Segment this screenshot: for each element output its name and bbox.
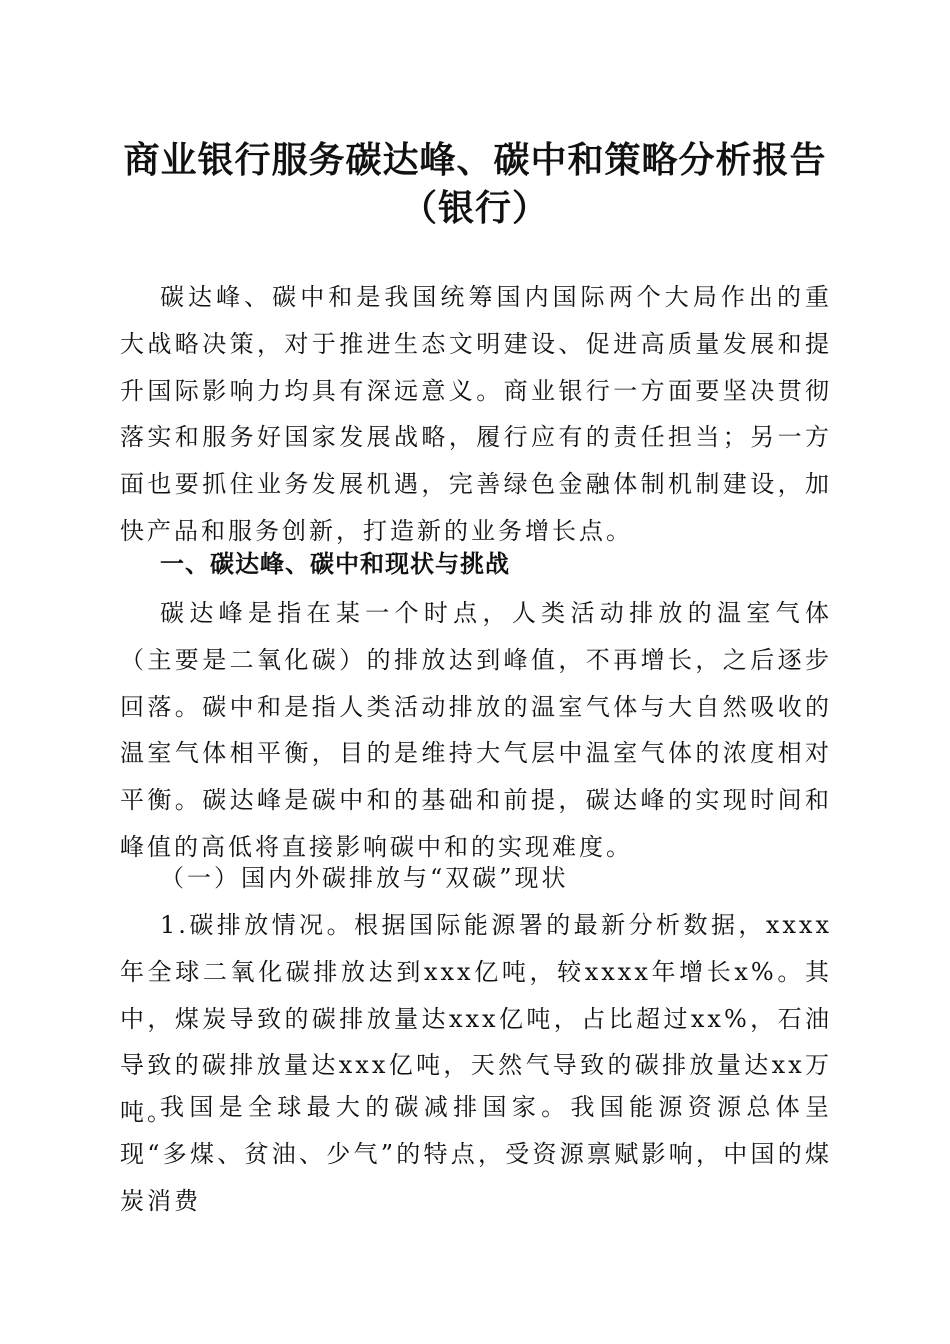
section-heading: 一、碳达峰、碳中和现状与挑战 bbox=[160, 550, 510, 578]
numbered-item-paragraph: 1.碳排放情况。根据国际能源署的最新分析数据，xxxx年全球二氧化碳排放达到xxx亿吨，较xxxx年增长x%。其中，煤炭导致的碳排放量达xxx亿吨，占比超过xx%，石油导致的碳排放量达xxx亿吨，天然气导致的碳排放量达xx万吨。 bbox=[120, 911, 832, 1127]
document-title-subtitle: （银行） bbox=[400, 187, 549, 229]
section-paragraph: 碳达峰是指在某一个时点，人类活动排放的温室气体（主要是二氧化碳）的排放达到峰值，不再增长，之后逐步回落。碳中和是指人类活动排放的温室气体与大自然吸收的温室气体相平衡，目的是维持大气层中温室气体的浓度相对平衡。碳达峰是碳中和的基础和前提，碳达峰的实现时间和峰值的高低将直接影响碳中和的实现难度。 bbox=[120, 599, 832, 861]
intro-paragraph: 碳达峰、碳中和是我国统筹国内国际两个大局作出的重大战略决策，对于推进生态文明建设、促进高质量发展和提升国际影响力均具有深远意义。商业银行一方面要坚决贯彻落实和服务好国家发展战略，履行应有的责任担当；另一方面也要抓住业务发展机遇，完善绿色金融体制机制建设，加快产品和服务创新，打造新的业务增长点。 bbox=[120, 283, 832, 545]
subsection-heading: （一）国内外碳排放与“双碳”现状 bbox=[160, 864, 569, 892]
body-paragraph: 我国是全球最大的碳减排国家。我国能源资源总体呈现“多煤、贫油、少气”的特点，受资源禀赋影响，中国的煤炭消费 bbox=[120, 1093, 832, 1215]
document-title: 商业银行服务碳达峰、碳中和策略分析报告 bbox=[123, 139, 827, 181]
